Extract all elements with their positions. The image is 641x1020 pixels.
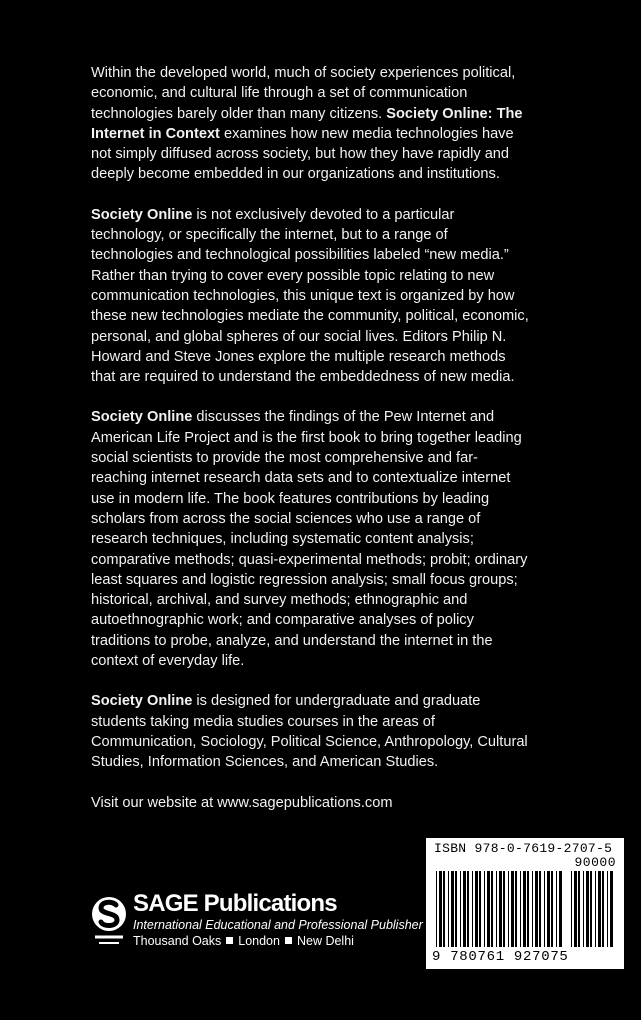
addon-barcode-bars [571,871,616,947]
back-cover-text [91,63,531,833]
book-title-short: Society Online [91,206,193,223]
paragraph-scope: Society Online is not exclusively devoted to a particular technology, or specifically the internet, but to a range of technologies and technological possibilities labeled “new media.” Rather than trying to cover every possible topic relating to new communication technologies, this unique text is organized by how these new technologies mediate the community, political, economic, personal, and global spheres of our social lives. Editors Philip N. Howard and Steve Jones explore the multiple research methods that are required to understand the embeddedness of new media. [91,206,529,386]
bullet-square [226,937,233,944]
ean-barcode-bars [436,871,564,947]
city-new-delhi: New Delhi [296,934,354,948]
paragraph-intro: Within the developed world, much of society experiences political, economic, and cultural life through a set of communication technologies barely older than many citizens. Society Online: The Internet in Context examines how new media technologies have not simply diffused across society, but how they have rapidly and deeply become embedded in our organizations and institutions. [91,65,523,183]
paragraph-audience: Society Online is designed for undergraduate and graduate students taking media studies courses in the areas of Communication, Sociology, Political Science, Anthropology, Cultural Studies, Information Sciences, and American Studies. [91,693,528,771]
bullet-square [285,937,292,944]
website-line: Visit our website at www.sagepublications.com [91,794,393,811]
paragraph-findings: Society Online discusses the findings of the Pew Internet and American Life Project and is the first book to bring together leading social scientists to provide the most comprehensive and far-reaching internet research data sets and to contextualize internet use in modern life. The book features contributions by leading scholars from across the social sciences who use a range of research techniques, including systematic content analysis; comparative methods; quasi-experimental methods; probit; ordinary least squares and logistic regression analysis; small focus groups; historical, archival, and survey methods; ethnographic and autoethnographic work; and comparative analyses of policy traditions to probe, analyze, and understand the internet in the context of everyday life. [91,409,528,670]
book-title-short: Society Online [91,693,193,710]
publisher-tagline: International Educational and Professional Publisher [133,918,423,932]
city-thousand-oaks: Thousand Oaks [133,934,222,948]
isbn-number: ISBN 978-0-7619-2707-5 [434,841,613,856]
publisher-imprint [91,890,423,953]
ean-number: 9 780761 927075 [432,949,569,965]
book-title: Society Online: The Internet in Context [91,105,523,142]
city-london: London [238,934,280,948]
price-code: 90000 [574,855,616,870]
isbn-barcode [426,838,624,969]
publisher-cities [133,934,354,948]
publisher-name: SAGE Publications [133,890,337,917]
book-title-short: Society Online [91,409,193,426]
sage-s-logo-icon [91,895,127,947]
